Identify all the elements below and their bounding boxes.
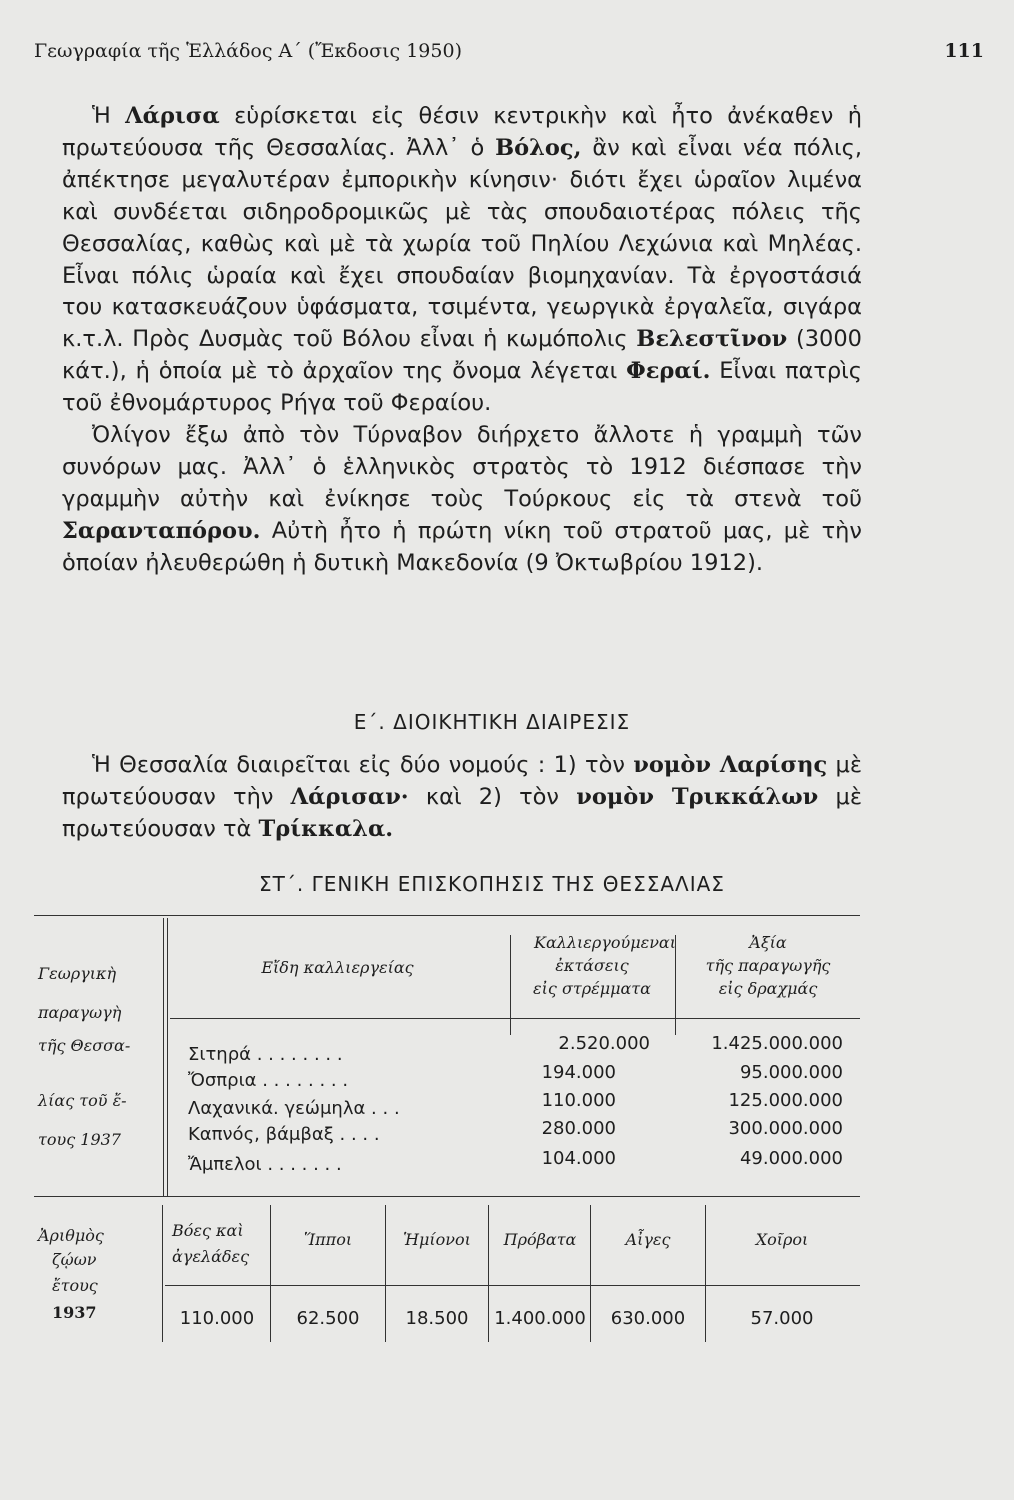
table1-col3-header-line-1: Ἀξία xyxy=(749,933,787,952)
paragraph-block-1 xyxy=(62,101,862,580)
paragraph-nomoi: Ἡ Θεσσαλία διαιρεῖται εἰς δύο νομούς : 1) τὸν νομὸν Λαρίσης μὲ πρωτεύουσαν τὴν Λάρισαν· καὶ 2) τὸν νομὸν Τρικκάλων μὲ πρωτεύουσαν τὰ Τρίκκαλα. xyxy=(62,752,863,842)
table2-col5-value: 630.000 xyxy=(610,1308,686,1329)
table1-col3-header-line-3: εἰς δραχμάς xyxy=(718,979,818,998)
table2-col6-header: Χοῖροι xyxy=(755,1230,809,1249)
table2-col1-header-line-2: ἀγελάδες xyxy=(172,1247,250,1266)
table2-col1-header-line-1: Βόες καὶ xyxy=(172,1221,244,1240)
table1-col2-header-line-1: Καλλιεργούμεναι xyxy=(533,933,676,952)
table2-rowhead-line-4: 1937 xyxy=(52,1303,97,1322)
term-larisan: Λάρισαν· xyxy=(290,783,409,810)
table1-row-3-kind: Λαχανικά. γεώμηλα . . . xyxy=(188,1098,400,1119)
table1-row-3-value: 125.000.000 xyxy=(728,1090,843,1111)
paragraph-block-2 xyxy=(62,750,862,846)
table2-rowhead-line-3: ἔτους xyxy=(52,1276,98,1295)
table2-col4-header: Πρόβατα xyxy=(503,1230,577,1249)
table2-col6-value: 57.000 xyxy=(750,1308,814,1329)
table2-col3-value: 18.500 xyxy=(405,1308,469,1329)
table2-col3-header: Ἡμίονοι xyxy=(403,1230,471,1249)
table1-row-4-value: 300.000.000 xyxy=(728,1118,843,1139)
table1-rowhead-line-3: τῆς Θεσσα- xyxy=(38,1036,131,1055)
term-larisa: Λάρισα xyxy=(125,103,220,129)
table2-col1-value: 110.000 xyxy=(179,1308,255,1329)
table1-rowhead-line-4: λίας τοῦ ἔ- xyxy=(38,1091,127,1110)
table1-row-1-area: 2.520.000 xyxy=(558,1033,650,1054)
table1-col1-header: Εἴδη καλλιεργείας xyxy=(261,958,414,977)
paragraph-sarantaporo: Ὀλίγον ἔξω ἀπὸ τὸν Τύρναβον διήρχετο ἄλλοτε ἡ γραμμὴ τῶν συνόρων μας. Ἀλλ᾽ ὁ ἑλληνικὸς στρατὸς τὸ 1912 διέσπασε τὴν γραμμὴν αὐτὴν καὶ ἐνίκησε τοὺς Τούρκους εἰς τὰ στενὰ τοῦ Σαρανταπόρου. Αὐτὴ ἦτο ἡ πρώτη νίκη τοῦ στρατοῦ μας, μὲ τὴν ὁποίαν ἠλευθερώθη ἡ δυτικὴ Μακεδονία (9 Ὀκτωβρίου 1912). xyxy=(62,422,862,576)
term-nomos-larisis: νομὸν Λαρίσης xyxy=(633,752,828,778)
table1-rowhead-line-2: παραγωγὴ xyxy=(38,1003,122,1022)
section-st-heading: ΣΤ΄. ΓΕΝΙΚΗ ΕΠΙΣΚΟΠΗΣΙΣ ΤΗΣ ΘΕΣΣΑΛΙΑΣ xyxy=(259,872,725,896)
table2-rowhead-line-2: ζῴων xyxy=(52,1250,97,1269)
term-velestino: Βελεστῖνον xyxy=(636,326,788,353)
table1-row-2-area: 194.000 xyxy=(541,1062,616,1083)
page-number: 111 xyxy=(944,40,984,62)
table1-row-5-area: 104.000 xyxy=(541,1148,616,1169)
table1-row-1-kind: Σιτηρά . . . . . . . . xyxy=(188,1044,343,1065)
table1-col3-header-line-2: τῆς παραγωγῆς xyxy=(705,956,831,975)
term-sarantaporo: Σαρανταπόρου. xyxy=(62,517,261,544)
term-trikala: Τρίκκαλα. xyxy=(258,815,394,842)
table1-rowhead-line-1: Γεωργικὴ xyxy=(38,964,117,983)
table1-col2-header-line-3: εἰς στρέμματα xyxy=(533,979,651,998)
table1-row-5-value: 49.000.000 xyxy=(739,1148,843,1169)
table1-rowhead-line-5: τους 1937 xyxy=(38,1130,121,1149)
table2-col2-header: Ἵπποι xyxy=(303,1230,353,1249)
term-nomos-trikalon: νομὸν Τρικκάλων xyxy=(576,783,819,810)
table2-col4-value: 1.400.000 xyxy=(494,1308,586,1329)
table1-col2-header-line-2: ἐκτάσεις xyxy=(555,956,629,975)
header-title: Γεωγραφία τῆς Ἑλλάδος Α΄ (Ἔκδοσις 1950) xyxy=(34,40,462,62)
table2-col2-value: 62.500 xyxy=(296,1308,360,1329)
table1-row-5-kind: Ἄμπελοι . . . . . . . xyxy=(188,1154,342,1175)
table1-row-4-kind: Καπνός, βάμβαξ . . . . xyxy=(188,1124,380,1145)
paragraph-larisa-volos: Ἡ Λάρισα εὑρίσκεται εἰς θέσιν κεντρικὴν καὶ ἦτο ἀνέκαθεν ἡ πρωτεύουσα τῆς Θεσσαλίας. Ἀλλ᾽ ὁ Βόλος, ἂν καὶ εἶναι νέα πόλις, ἀπέκτησε μεγαλυτέραν ἐμπορικὴν κίνησιν· διότι ἔχει ὡραῖον λιμένα καὶ συνδέεται σιδηροδρομικῶς μὲ τὰς σπουδαιοτέρας πόλεις τῆς Θεσσαλίας, καθὼς καὶ μὲ τὰ χωρία τοῦ Πηλίου Λεχώνια καὶ Μηλέας. Εἶναι πόλις ὡραία καὶ ἔχει σπουδαίαν βιομηχανίαν. Τὰ ἐργοστάσιά του κατασκευάζουν ὑφάσματα, τσιμέντα, γεωργικὰ ἐργαλεῖα, σιγάρα κ.τ.λ. Πρὸς Δυσμὰς τοῦ Βόλου εἶναι ἡ κωμόπολις Βελεστῖνον (3000 κάτ.), ἡ ὁποία μὲ τὸ ἀρχαῖον της ὄνομα λέγεται Φεραί. Εἶναι πατρὶς τοῦ ἐθνομάρτυρος Ρήγα τοῦ Φεραίου. xyxy=(62,103,862,417)
table1-row-2-value: 95.000.000 xyxy=(739,1062,843,1083)
term-ferai: Φεραί. xyxy=(626,358,711,385)
section-e-heading: Ε΄. ΔΙΟΙΚΗΤΙΚΗ ΔΙΑΙΡΕΣΙΣ xyxy=(353,710,631,734)
table2-rowhead-line-1: Ἀριθμὸς xyxy=(38,1226,104,1245)
table1-row-4-area: 280.000 xyxy=(541,1118,616,1139)
table1-row-3-area: 110.000 xyxy=(541,1090,616,1111)
table1-row-2-kind: Ὄσπρια . . . . . . . . xyxy=(188,1070,349,1091)
term-volos: Βόλος, xyxy=(495,134,582,161)
running-header xyxy=(34,40,984,62)
table1-row-1-value: 1.425.000.000 xyxy=(711,1033,843,1054)
table2-col5-header: Αἶγες xyxy=(625,1230,671,1249)
